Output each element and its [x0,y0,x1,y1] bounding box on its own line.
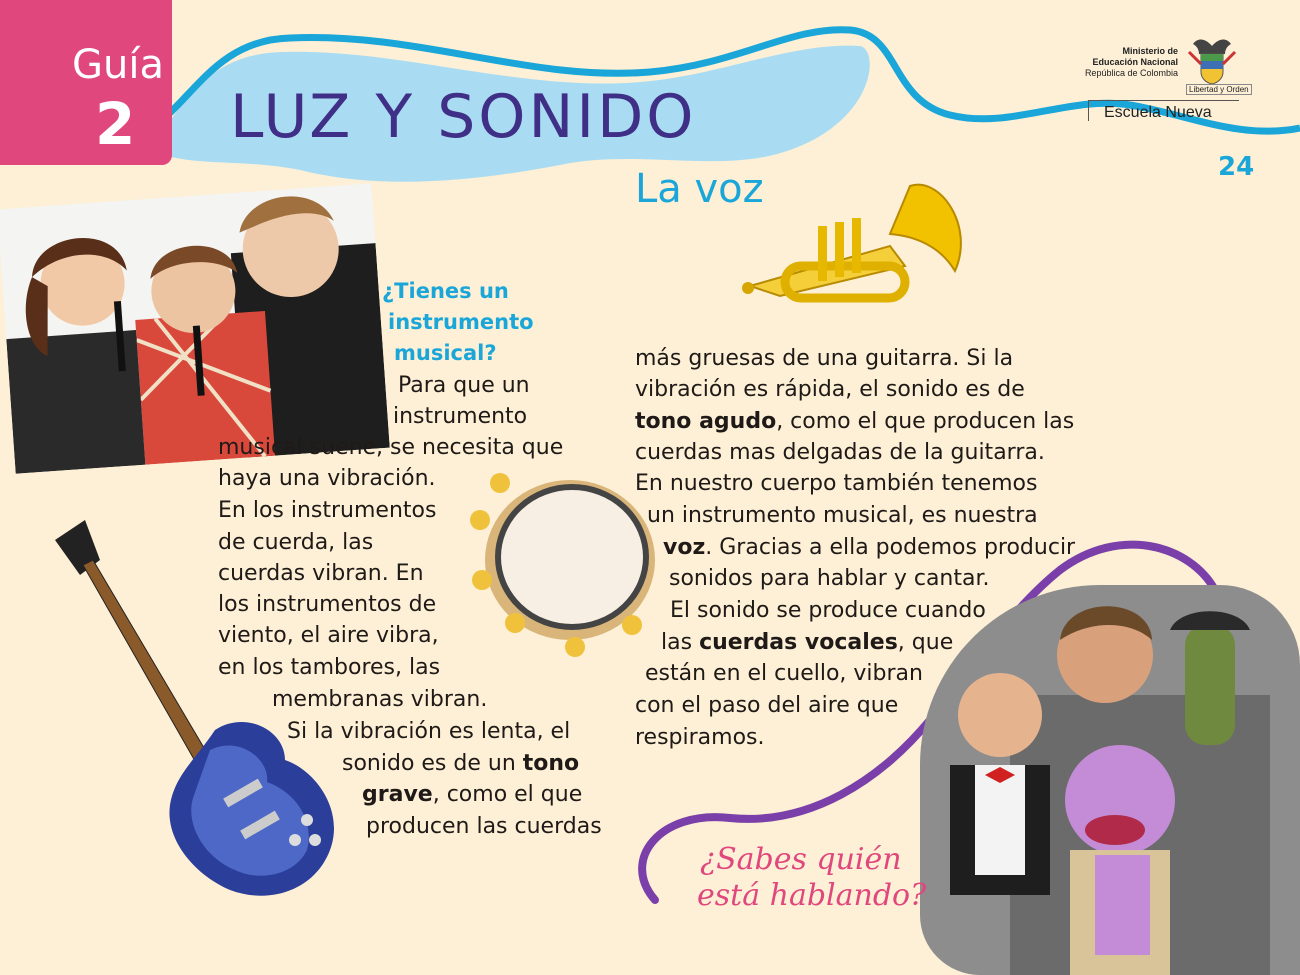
bold-term: cuerdas vocales [699,630,898,655]
text-line [218,463,436,494]
text-line [218,527,373,558]
singing-kids-photo [0,183,390,474]
text-run: en los tambores, las [218,655,441,680]
bold-term: tono [522,751,580,776]
text-line [670,595,986,626]
bold-term: grave [362,782,433,807]
text-line [635,722,765,753]
bold-term: tono agudo [635,409,777,434]
ministry-line1: Ministerio de [1122,46,1178,56]
text-line [398,370,530,401]
text-line [635,690,898,721]
text-line [287,716,570,747]
text-line [342,748,579,779]
text-line [218,620,439,651]
text-run: vibración es rápida, el sonido es de [635,377,1025,402]
text-line [647,500,1038,531]
ministry-line3: República de Colombia [1084,68,1178,78]
question-line: instrumento [388,310,534,334]
text-run: un instrumento musical, es nuestra [647,503,1038,528]
text-run: más gruesas de una guitarra. Si la [635,346,1014,371]
text-run: cuerdas vibran. En [218,561,424,586]
text-run: haya una vibración. [218,466,436,491]
text-line [635,437,1045,468]
text-run: , como el que [432,782,583,807]
text-line [635,468,1037,499]
text-run: Para que un [398,373,530,398]
text-line [635,343,1013,374]
text-run: , como el que producen las [776,409,1075,434]
trumpet-illustration [740,176,975,316]
text-line [669,563,990,594]
text-run: cuerdas mas delgadas de la guitarra. [635,440,1045,465]
text-line [645,658,923,689]
text-line [393,401,527,432]
guide-number: 2 [95,90,136,158]
text-run: En los instrumentos [218,498,437,523]
text-run: producen las cuerdas [366,814,602,839]
text-line [218,589,436,620]
text-line [635,374,1025,405]
text-line [218,432,563,463]
text-run: viento, el aire vibra, [218,623,439,648]
text-line [218,652,440,683]
text-run: El sonido se produce cuando [670,598,986,623]
ministry-logo-text [1060,46,1178,79]
text-run: las [661,630,700,655]
text-run: instrumento [393,404,528,429]
school-name: Escuela Nueva [1104,104,1212,121]
colombia-crest-icon [1185,34,1239,86]
text-run: con el paso del aire que [635,693,899,718]
text-run: En nuestro cuerpo también tenemos [635,471,1038,496]
callout-line: ¿Sabes quién [700,842,902,877]
text-line [272,684,487,715]
text-run: , que [897,630,954,655]
text-run: . Gracias a ella podemos producir [705,535,1076,560]
text-run: de cuerda, las [218,530,374,555]
text-run: sonido es de un [342,751,523,776]
bold-term: voz [663,535,706,560]
text-run: membranas vibran. [272,687,488,712]
text-line [366,811,602,842]
text-run: sonidos para hablar y cantar. [669,566,990,591]
text-run: los instrumentos de [218,592,437,617]
question-line: ¿Tienes un [382,279,509,303]
text-line [661,627,953,658]
section-title: La voz [635,166,764,212]
guide-label: Guía [72,42,164,88]
callout-line: está hablando? [697,878,927,913]
text-run: están en el cuello, vibran [645,661,923,686]
tambourine-illustration [460,465,660,665]
motto: Libertad y Orden [1186,84,1252,95]
text-line [635,406,1074,437]
text-line [362,779,582,810]
text-run: respiramos. [635,725,765,750]
page-title: LUZ Y SONIDO [230,82,697,152]
ventriloquist-puppets-photo [920,585,1300,975]
text-run: musical suene, se necesita que [218,435,564,460]
text-line [218,495,436,526]
page-number: 24 [1218,152,1255,182]
text-line [218,558,424,589]
text-line [663,532,1075,563]
text-run: Si la vibración es lenta, el [287,719,571,744]
ministry-line2: Educación Nacional [1092,57,1178,67]
question-line: musical? [394,341,497,365]
